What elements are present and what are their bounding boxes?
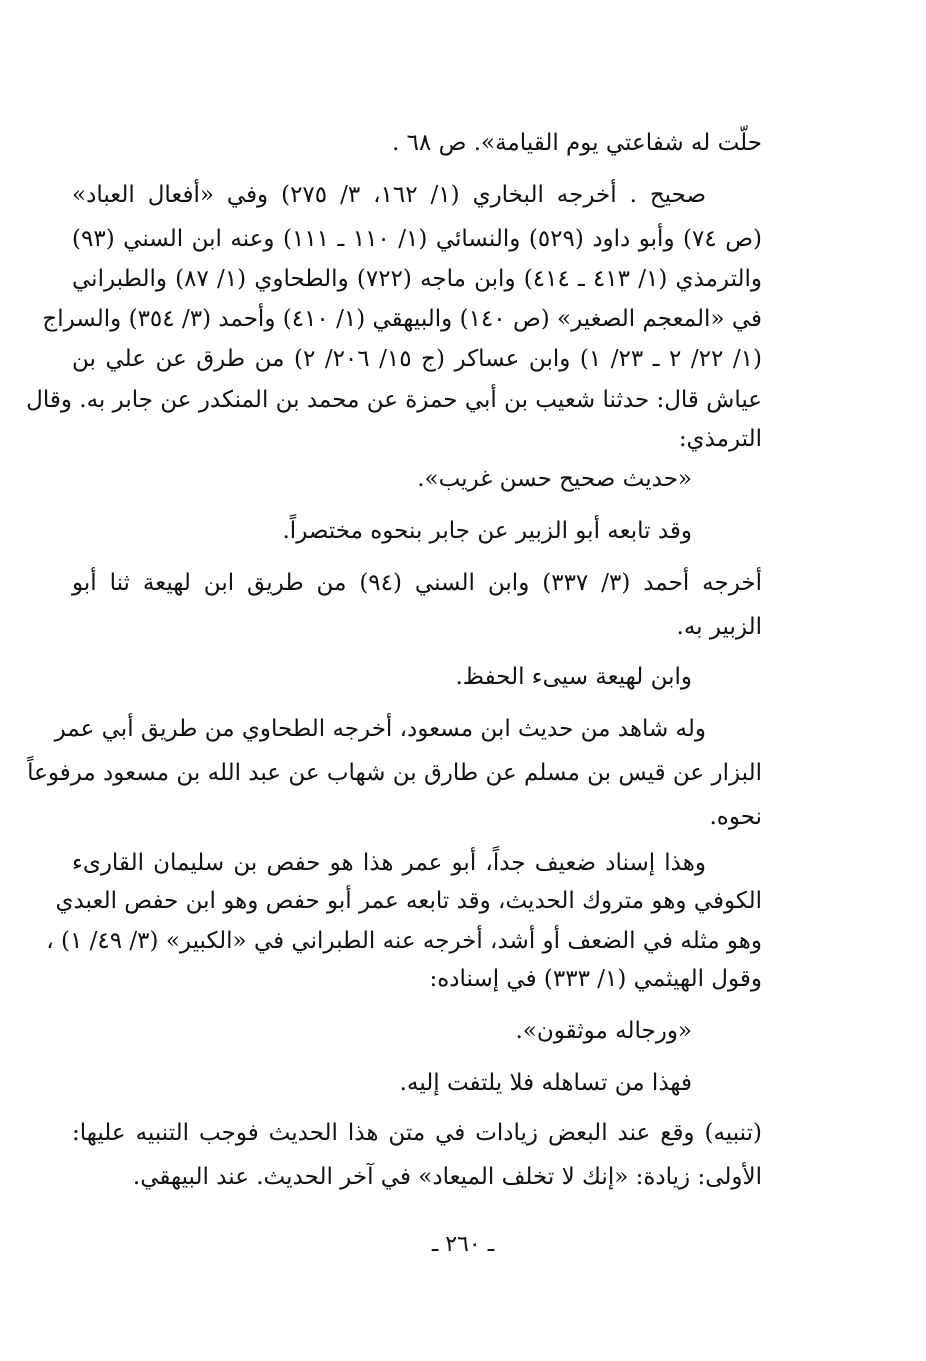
text-line: أخرجه أحمد (٣/ ٣٣٧) وابن السني (٩٤) من طريق ابن لهيعة ثنا أبو (72, 570, 762, 596)
text-line: (تنبيه) وقع عند البعض زيادات في متن هذا الحديث فوجب التنبيه عليها: (72, 1120, 762, 1146)
text-line: وله شاهد من حديث ابن مسعود، أخرجه الطحاوي من طريق أبي عمر (54, 716, 706, 742)
text-line: وهو مثله في الضعف أو أشد، أخرجه عنه الطبراني في «الكبير» (٣/ ٤٩/ ١) ، (46, 928, 762, 954)
text-line: الكوفي وهو متروك الحديث، وقد تابعه عمر أبو حفص وهو ابن حفص العبدي (55, 888, 762, 914)
text-line: وابن لهيعة سيىء الحفظ. (455, 664, 692, 690)
text-line: وقد تابعه أبو الزبير عن جابر بنحوه مختصراً. (282, 518, 692, 544)
text-line: حلّت له شفاعتي يوم القيامة». ص ٦٨ . (391, 130, 762, 156)
text-line: صحيح . أخرجه البخاري (١/ ١٦٢، ٣/ ٢٧٥) وفي «أفعال العباد» (72, 182, 706, 208)
text-line: «ورجاله موثقون». (515, 1018, 692, 1044)
text-line: عياش قال: حدثنا شعيب بن أبي حمزة عن محمد بن المنكدر عن جابر به. وقال (26, 387, 762, 413)
text-line: الترمذي: (678, 426, 762, 452)
text-line: (ص ٧٤) وأبو داود (٥٢٩) والنسائي (١/ ١١٠ ـ ١١١) وعنه ابن السني (٩٣) (72, 226, 762, 252)
text-line: البزار عن قيس بن مسلم عن طارق بن شهاب عن عبد الله بن مسعود مرفوعاً (27, 760, 762, 786)
text-line: فهذا من تساهله فلا يلتفت إليه. (399, 1070, 692, 1096)
text-line: وقول الهيثمي (١/ ٣٣٣) في إسناده: (429, 966, 762, 992)
text-line: (١/ ٢٢/ ٢ ـ ٢٣/ ١) وابن عساكر (ج ١٥/ ٢٠٦/ ٢) من طرق عن علي بن (72, 346, 762, 372)
text-line: الأولى: زيادة: «إنك لا تخلف الميعاد» في آخر الحديث. عند البيهقي. (132, 1164, 762, 1190)
page-number: ـ ٢٦٠ ـ (431, 1232, 495, 1257)
text-line: وهذا إسناد ضعيف جداً، أبو عمر هذا هو حفص بن سليمان القارىء (72, 850, 706, 876)
text-line: في «المعجم الصغير» (ص ١٤٠) والبيهقي (١/ ٤١٠) وأحمد (٣/ ٣٥٤) والسراج (42, 306, 762, 332)
text-line: نحوه. (709, 804, 762, 830)
text-line: والترمذي (١/ ٤١٣ ـ ٤١٤) وابن ماجه (٧٢٢) والطحاوي (١/ ٨٧) والطبراني (72, 266, 763, 292)
text-line: «حديث صحيح حسن غريب». (417, 466, 692, 492)
text-line: الزبير به. (676, 614, 762, 640)
